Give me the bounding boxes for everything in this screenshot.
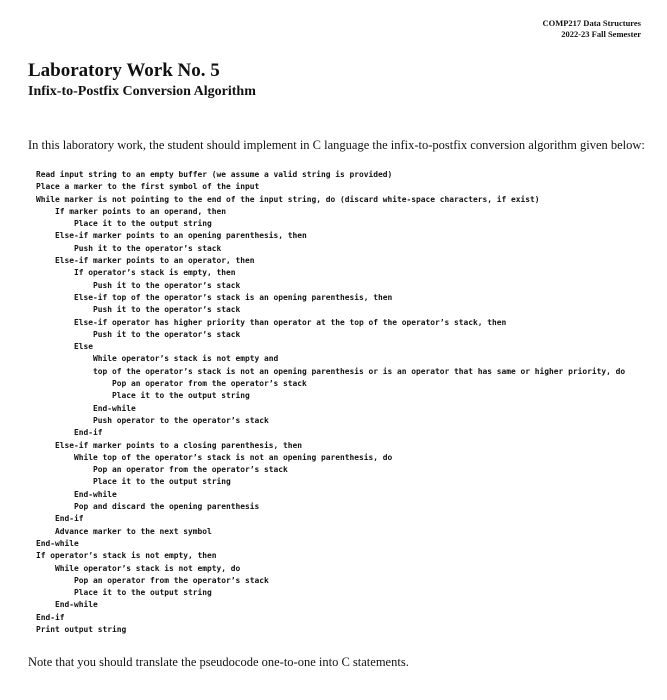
pseudocode-line: Pop an operator from the operator’s stack xyxy=(36,465,288,475)
pseudocode-line: While marker is not pointing to the end of the input string, do (discard white-space characters, if exist) xyxy=(36,194,540,204)
pseudocode-block xyxy=(36,169,625,636)
pseudocode-line: While operator’s stack is not empty, do xyxy=(36,563,241,573)
pseudocode-line: End-while xyxy=(36,600,98,610)
pseudocode-line: End-if xyxy=(36,514,84,524)
pseudocode-line: Else-if marker points to a closing parenthesis, then xyxy=(36,440,303,450)
pseudocode-line: Else-if marker points to an operator, then xyxy=(36,256,255,266)
pseudocode-line: Push it to the operator’s stack xyxy=(36,243,222,253)
intro-paragraph: In this laboratory work, the student should implement in C language the infix-to-postfix conversion algorithm given below: xyxy=(28,138,645,152)
pseudocode-line: Else-if operator has higher priority than operator at the top of the operator’s stack, then xyxy=(36,317,507,327)
pseudocode-line: Place a marker to the first symbol of the input xyxy=(36,182,260,192)
pseudocode-line: End-if xyxy=(36,428,103,438)
semester: 2022-23 Fall Semester xyxy=(561,29,641,39)
pseudocode-line: Push it to the operator’s stack xyxy=(36,280,241,290)
pseudocode-line: If marker points to an operand, then xyxy=(36,206,227,216)
pseudocode-line: End-while xyxy=(36,538,79,548)
pseudocode-line: While top of the operator’s stack is not an opening parenthesis, do xyxy=(36,452,393,462)
course-header xyxy=(542,18,641,40)
course-name: COMP217 Data Structures xyxy=(542,18,641,28)
pseudocode-line: End-if xyxy=(36,612,65,622)
pseudocode-line: Pop an operator from the operator’s stack xyxy=(36,379,307,389)
pseudocode-line: Read input string to an empty buffer (we assume a valid string is provided) xyxy=(36,170,393,179)
pseudocode-line: Pop an operator from the operator’s stack xyxy=(36,575,269,585)
pseudocode-line: top of the operator’s stack is not an opening parenthesis or is an operator that has same or higher priority, do xyxy=(36,366,626,376)
pseudocode-line: Else xyxy=(36,342,94,352)
pseudocode-line: End-while xyxy=(36,403,136,413)
pseudocode-line: Print output string xyxy=(36,624,127,634)
page-subtitle: Infix-to-Postfix Conversion Algorithm xyxy=(28,84,256,99)
pseudocode-line: Place it to the output string xyxy=(36,588,212,598)
pseudocode-line: Push it to the operator’s stack xyxy=(36,329,241,339)
pseudocode-line: Else-if top of the operator’s stack is an opening parenthesis, then xyxy=(36,292,393,302)
closing-note: Note that you should translate the pseudocode one-to-one into C statements. xyxy=(28,655,409,669)
pseudocode-line: Place it to the output string xyxy=(36,219,212,229)
pseudocode-line: If operator’s stack is empty, then xyxy=(36,268,236,278)
pseudocode-line: If operator’s stack is not empty, then xyxy=(36,551,217,561)
pseudocode-line: Pop and discard the opening parenthesis xyxy=(36,502,260,512)
pseudocode-line: Place it to the output string xyxy=(36,477,231,487)
pseudocode-line: Else-if marker points to an opening parenthesis, then xyxy=(36,231,307,241)
pseudocode-line: Advance marker to the next symbol xyxy=(36,526,212,536)
pseudocode-line: While operator’s stack is not empty and xyxy=(36,354,279,364)
pseudocode-line: End-while xyxy=(36,489,117,499)
pseudocode-line: Place it to the output string xyxy=(36,391,250,401)
page-title: Laboratory Work No. 5 xyxy=(28,60,220,81)
pseudocode-line: Push operator to the operator’s stack xyxy=(36,415,269,425)
pseudocode-line: Push it to the operator’s stack xyxy=(36,305,241,315)
